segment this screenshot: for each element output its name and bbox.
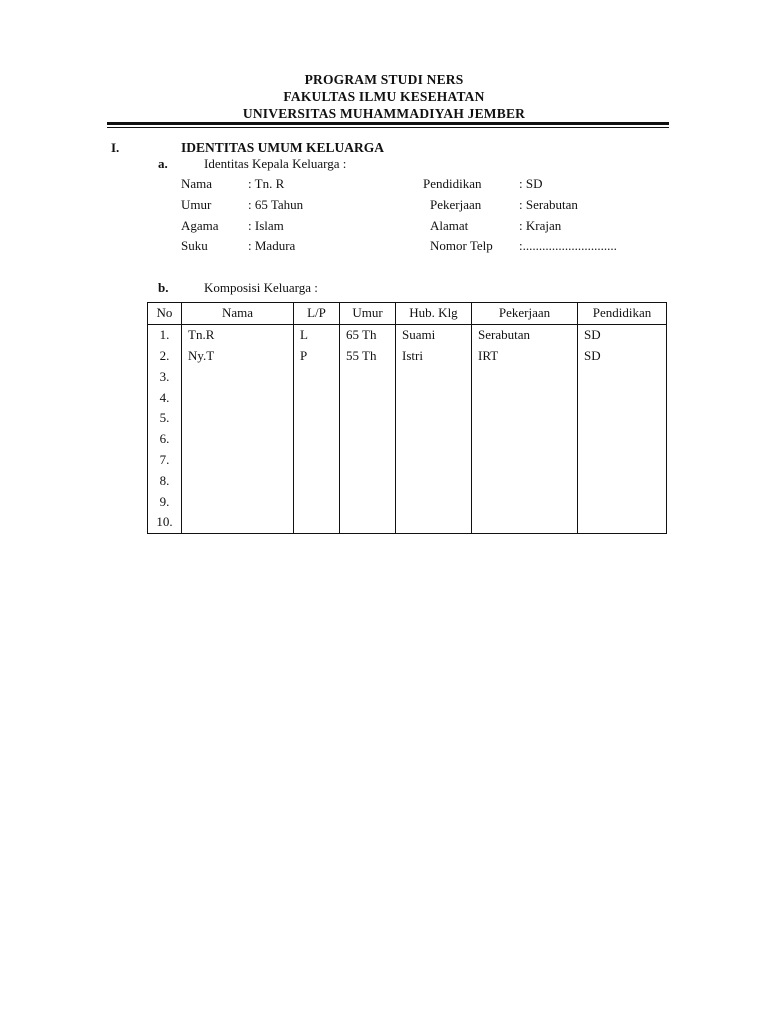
cell-no: 6.: [148, 429, 182, 450]
cell-no: 3.: [148, 366, 182, 387]
field-label-nama: Nama: [181, 176, 213, 191]
cell-nama: [182, 408, 294, 429]
table-row: [148, 408, 667, 429]
table-row: [148, 450, 667, 471]
field-label-pendidikan: Pendidikan: [423, 176, 482, 191]
cell-hub-klg: [396, 450, 472, 471]
cell-no: 5.: [148, 408, 182, 429]
field-value-suku: : Madura: [248, 238, 296, 253]
column-header-pekerjaan: Pekerjaan: [472, 303, 578, 325]
subsection-b-letter: b.: [158, 280, 169, 295]
cell-pekerjaan: [472, 470, 578, 491]
cell-lp: [294, 512, 340, 533]
table-row: [148, 491, 667, 512]
cell-lp: [294, 429, 340, 450]
header-rule-thin: [107, 127, 669, 128]
column-header-no: No: [148, 303, 182, 325]
field-label-pekerjaan: Pekerjaan: [430, 197, 482, 212]
header-line-university: UNIVERSITAS MUHAMMADIYAH JEMBER: [242, 106, 526, 121]
cell-pekerjaan: [472, 450, 578, 471]
cell-pendidikan: [578, 512, 667, 533]
cell-lp: L: [294, 324, 340, 345]
field-label-alamat: Alamat: [430, 218, 469, 233]
header-line-program: PROGRAM STUDI NERS: [304, 72, 464, 87]
cell-no: 7.: [148, 450, 182, 471]
cell-pendidikan: SD: [578, 324, 667, 345]
cell-umur: [340, 470, 396, 491]
cell-no: 10.: [148, 512, 182, 533]
field-value-nomor-telp: :.............................: [519, 238, 617, 253]
cell-lp: [294, 408, 340, 429]
cell-pendidikan: [578, 387, 667, 408]
cell-no: 2.: [148, 346, 182, 367]
cell-lp: [294, 387, 340, 408]
cell-lp: [294, 366, 340, 387]
cell-umur: [340, 366, 396, 387]
cell-nama: Ny.T: [182, 346, 294, 367]
cell-pendidikan: [578, 491, 667, 512]
cell-no: 9.: [148, 491, 182, 512]
cell-hub-klg: [396, 470, 472, 491]
cell-pendidikan: [578, 470, 667, 491]
field-value-agama: : Islam: [248, 218, 284, 233]
cell-umur: [340, 450, 396, 471]
cell-lp: [294, 450, 340, 471]
cell-umur: [340, 512, 396, 533]
cell-no: 8.: [148, 470, 182, 491]
cell-umur: [340, 491, 396, 512]
cell-pekerjaan: [472, 408, 578, 429]
cell-hub-klg: [396, 387, 472, 408]
field-label-umur: Umur: [181, 197, 212, 212]
cell-hub-klg: [396, 408, 472, 429]
table-row: [148, 387, 667, 408]
field-value-nama: : Tn. R: [248, 176, 285, 191]
cell-pendidikan: [578, 366, 667, 387]
cell-umur: 55 Th: [340, 346, 396, 367]
cell-nama: Tn.R: [182, 324, 294, 345]
cell-nama: [182, 387, 294, 408]
cell-hub-klg: Istri: [396, 346, 472, 367]
column-header-nama: Nama: [182, 303, 294, 325]
document-header: [0, 71, 768, 122]
field-value-pendidikan: : SD: [519, 176, 543, 191]
cell-no: 1.: [148, 324, 182, 345]
cell-nama: [182, 429, 294, 450]
section-number: I.: [111, 140, 120, 155]
table-row: [148, 470, 667, 491]
field-label-nomor-telp: Nomor Telp: [430, 238, 493, 253]
subsection-a-letter: a.: [158, 156, 168, 171]
cell-hub-klg: Suami: [396, 324, 472, 345]
header-rule-thick: [107, 122, 669, 125]
cell-nama: [182, 470, 294, 491]
cell-umur: [340, 387, 396, 408]
cell-lp: P: [294, 346, 340, 367]
cell-lp: [294, 491, 340, 512]
column-header-pendidikan: Pendidikan: [578, 303, 667, 325]
field-value-pekerjaan: : Serabutan: [519, 197, 578, 212]
cell-umur: [340, 408, 396, 429]
cell-hub-klg: [396, 429, 472, 450]
table-row: [148, 346, 667, 367]
table-row: [148, 366, 667, 387]
cell-nama: [182, 450, 294, 471]
cell-no: 4.: [148, 387, 182, 408]
section-title: IDENTITAS UMUM KELUARGA: [181, 140, 385, 155]
table-row: [148, 512, 667, 533]
family-composition-table: [147, 302, 667, 534]
cell-pekerjaan: [472, 512, 578, 533]
cell-pekerjaan: Serabutan: [472, 324, 578, 345]
subsection-a-title: Identitas Kepala Keluarga :: [204, 156, 347, 171]
table-row: [148, 324, 667, 345]
cell-pendidikan: SD: [578, 346, 667, 367]
cell-nama: [182, 366, 294, 387]
subsection-b-title: Komposisi Keluarga :: [204, 280, 318, 295]
field-label-agama: Agama: [181, 218, 219, 233]
cell-pekerjaan: [472, 491, 578, 512]
cell-pekerjaan: [472, 366, 578, 387]
column-header-hub-klg: Hub. Klg: [396, 303, 472, 325]
column-header-umur: Umur: [340, 303, 396, 325]
cell-pekerjaan: [472, 429, 578, 450]
header-line-faculty: FAKULTAS ILMU KESEHATAN: [283, 89, 485, 104]
cell-pekerjaan: IRT: [472, 346, 578, 367]
cell-umur: [340, 429, 396, 450]
cell-pendidikan: [578, 429, 667, 450]
table-header-row: [148, 303, 667, 325]
cell-pendidikan: [578, 408, 667, 429]
column-header-lp: L/P: [294, 303, 340, 325]
field-label-suku: Suku: [181, 238, 208, 253]
cell-hub-klg: [396, 512, 472, 533]
cell-lp: [294, 470, 340, 491]
cell-umur: 65 Th: [340, 324, 396, 345]
cell-nama: [182, 512, 294, 533]
cell-hub-klg: [396, 366, 472, 387]
field-value-umur: : 65 Tahun: [248, 197, 304, 212]
field-value-alamat: : Krajan: [519, 218, 562, 233]
cell-pekerjaan: [472, 387, 578, 408]
table-row: [148, 429, 667, 450]
cell-nama: [182, 491, 294, 512]
cell-pendidikan: [578, 450, 667, 471]
cell-hub-klg: [396, 491, 472, 512]
